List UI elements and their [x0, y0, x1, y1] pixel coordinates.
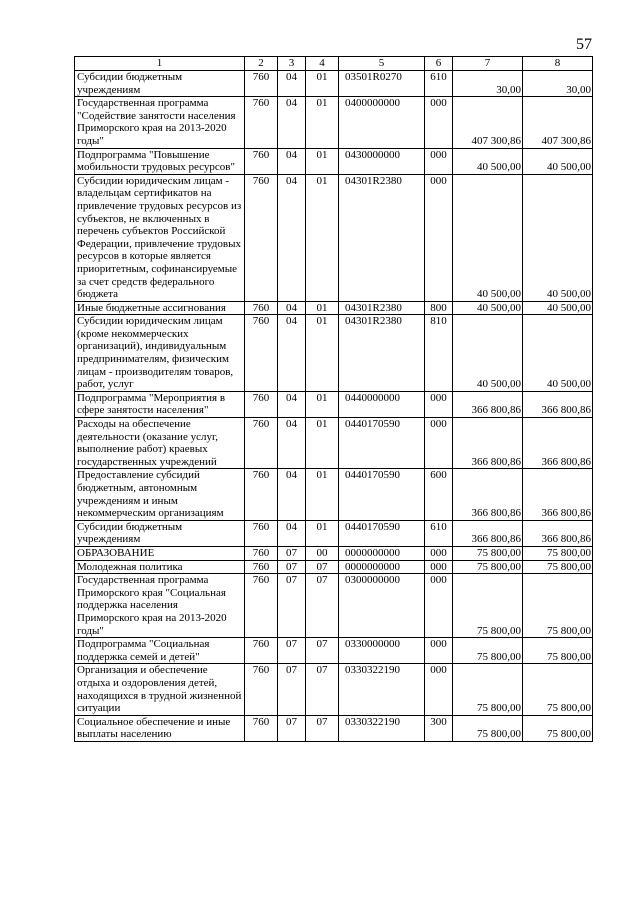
section-cell: 04: [278, 418, 306, 469]
amount-col7-cell: 407 300,86: [453, 97, 523, 148]
expense-type-cell: 000: [425, 97, 453, 148]
table-row: [75, 97, 593, 148]
subsection-cell: 07: [306, 560, 339, 574]
section-cell: 07: [278, 715, 306, 741]
section-cell: 07: [278, 574, 306, 638]
section-cell: 04: [278, 315, 306, 392]
admin-code-cell: 760: [245, 469, 278, 520]
row-name-cell: Организация и обеспечение отдыха и оздоровления детей, находящихся в трудной жизненной ситуации: [75, 664, 245, 715]
expense-type-cell: 000: [425, 391, 453, 417]
target-article-cell: 0440170590: [339, 520, 425, 546]
amount-col8-cell: 75 800,00: [523, 638, 593, 664]
expense-type-cell: 000: [425, 560, 453, 574]
amount-col7-cell: 40 500,00: [453, 174, 523, 301]
expense-type-cell: 610: [425, 71, 453, 97]
amount-col8-cell: 40 500,00: [523, 301, 593, 315]
expense-type-cell: 000: [425, 174, 453, 301]
expense-type-cell: 000: [425, 148, 453, 174]
expense-type-cell: 000: [425, 574, 453, 638]
amount-col8-cell: 75 800,00: [523, 560, 593, 574]
row-name-cell: Расходы на обеспечение деятельности (оказание услуг, выполнение работ) краевых государственных учреждений: [75, 418, 245, 469]
amount-col7-cell: 40 500,00: [453, 301, 523, 315]
admin-code-cell: 760: [245, 574, 278, 638]
target-article-cell: 0330322190: [339, 664, 425, 715]
table-row: [75, 174, 593, 301]
column-header: 5: [339, 57, 425, 71]
expense-type-cell: 000: [425, 546, 453, 560]
target-article-cell: 0330000000: [339, 638, 425, 664]
target-article-cell: 04301R2380: [339, 315, 425, 392]
table-row: [75, 469, 593, 520]
admin-code-cell: 760: [245, 391, 278, 417]
table-row: [75, 520, 593, 546]
subsection-cell: 07: [306, 574, 339, 638]
subsection-cell: 07: [306, 664, 339, 715]
expense-type-cell: 300: [425, 715, 453, 741]
section-cell: 04: [278, 71, 306, 97]
table-row: [75, 638, 593, 664]
section-cell: 04: [278, 148, 306, 174]
row-name-cell: Социальное обеспечение и иные выплаты населению: [75, 715, 245, 741]
row-name-cell: ОБРАЗОВАНИЕ: [75, 546, 245, 560]
amount-col8-cell: 75 800,00: [523, 546, 593, 560]
row-name-cell: Субсидии бюджетным учреждениям: [75, 71, 245, 97]
table-row: [75, 148, 593, 174]
row-name-cell: Подпрограмма "Мероприятия в сфере занятости населения": [75, 391, 245, 417]
amount-col8-cell: 40 500,00: [523, 174, 593, 301]
amount-col8-cell: 75 800,00: [523, 715, 593, 741]
admin-code-cell: 760: [245, 97, 278, 148]
row-name-cell: Подпрограмма "Социальная поддержка семей и детей": [75, 638, 245, 664]
section-cell: 04: [278, 520, 306, 546]
admin-code-cell: 760: [245, 560, 278, 574]
admin-code-cell: 760: [245, 520, 278, 546]
amount-col8-cell: 75 800,00: [523, 574, 593, 638]
amount-col8-cell: 75 800,00: [523, 664, 593, 715]
table-row: [75, 391, 593, 417]
column-header: 1: [75, 57, 245, 71]
amount-col7-cell: 75 800,00: [453, 664, 523, 715]
table-row: [75, 546, 593, 560]
amount-col8-cell: 366 800,86: [523, 391, 593, 417]
subsection-cell: 07: [306, 638, 339, 664]
subsection-cell: 01: [306, 174, 339, 301]
subsection-cell: 01: [306, 315, 339, 392]
expense-type-cell: 610: [425, 520, 453, 546]
amount-col7-cell: 75 800,00: [453, 715, 523, 741]
row-name-cell: Субсидии бюджетным учреждениям: [75, 520, 245, 546]
section-cell: 04: [278, 97, 306, 148]
amount-col7-cell: 75 800,00: [453, 574, 523, 638]
table-row: [75, 301, 593, 315]
section-cell: 04: [278, 391, 306, 417]
table-row: [75, 574, 593, 638]
amount-col7-cell: 366 800,86: [453, 418, 523, 469]
subsection-cell: 01: [306, 301, 339, 315]
expense-type-cell: 600: [425, 469, 453, 520]
column-header: 7: [453, 57, 523, 71]
amount-col8-cell: 366 800,86: [523, 469, 593, 520]
section-cell: 04: [278, 301, 306, 315]
table-row: [75, 71, 593, 97]
table-row: [75, 560, 593, 574]
row-name-cell: Предоставление субсидий бюджетным, автономным учреждениям и иным некоммерческим организациям: [75, 469, 245, 520]
amount-col7-cell: 75 800,00: [453, 560, 523, 574]
subsection-cell: 01: [306, 148, 339, 174]
admin-code-cell: 760: [245, 664, 278, 715]
target-article-cell: 0440170590: [339, 469, 425, 520]
amount-col8-cell: 30,00: [523, 71, 593, 97]
admin-code-cell: 760: [245, 418, 278, 469]
table-row: [75, 418, 593, 469]
admin-code-cell: 760: [245, 301, 278, 315]
amount-col8-cell: 366 800,86: [523, 520, 593, 546]
target-article-cell: 0300000000: [339, 574, 425, 638]
table-row: [75, 664, 593, 715]
admin-code-cell: 760: [245, 148, 278, 174]
budget-table: [74, 56, 593, 742]
amount-col7-cell: 366 800,86: [453, 469, 523, 520]
target-article-cell: 0400000000: [339, 97, 425, 148]
section-cell: 04: [278, 469, 306, 520]
amount-col8-cell: 40 500,00: [523, 148, 593, 174]
subsection-cell: 01: [306, 391, 339, 417]
section-cell: 07: [278, 546, 306, 560]
column-header: 2: [245, 57, 278, 71]
amount-col7-cell: 30,00: [453, 71, 523, 97]
target-article-cell: 0000000000: [339, 546, 425, 560]
amount-col7-cell: 40 500,00: [453, 315, 523, 392]
admin-code-cell: 760: [245, 315, 278, 392]
target-article-cell: 0330322190: [339, 715, 425, 741]
target-article-cell: 04301R2380: [339, 301, 425, 315]
subsection-cell: 01: [306, 97, 339, 148]
table-header-row: [75, 57, 593, 71]
admin-code-cell: 760: [245, 71, 278, 97]
row-name-cell: Государственная программа "Содействие занятости населения Приморского края на 2013-2020 годы": [75, 97, 245, 148]
expense-type-cell: 000: [425, 664, 453, 715]
amount-col7-cell: 366 800,86: [453, 391, 523, 417]
target-article-cell: 0000000000: [339, 560, 425, 574]
expense-type-cell: 000: [425, 418, 453, 469]
admin-code-cell: 760: [245, 546, 278, 560]
column-header: 6: [425, 57, 453, 71]
amount-col8-cell: 407 300,86: [523, 97, 593, 148]
section-cell: 07: [278, 664, 306, 715]
section-cell: 07: [278, 560, 306, 574]
amount-col7-cell: 366 800,86: [453, 520, 523, 546]
page-number: 57: [576, 36, 592, 53]
subsection-cell: 01: [306, 520, 339, 546]
column-header: 4: [306, 57, 339, 71]
row-name-cell: Субсидии юридическим лицам - владельцам сертификатов на привлечение трудовых ресурсов из субъектов, не включенных в перечень субъектов Российской Федерации, привлечение трудовых ресурсов в которые является приоритетным, софинансируемые за счет средств федерального бюджета: [75, 174, 245, 301]
subsection-cell: 01: [306, 71, 339, 97]
row-name-cell: Подпрограмма "Повышение мобильности трудовых ресурсов": [75, 148, 245, 174]
row-name-cell: Молодежная политика: [75, 560, 245, 574]
subsection-cell: 01: [306, 418, 339, 469]
table-row: [75, 715, 593, 741]
table-row: [75, 315, 593, 392]
column-header: 8: [523, 57, 593, 71]
column-header: 3: [278, 57, 306, 71]
subsection-cell: 07: [306, 715, 339, 741]
expense-type-cell: 800: [425, 301, 453, 315]
section-cell: 07: [278, 638, 306, 664]
row-name-cell: Субсидии юридическим лицам (кроме некоммерческих организаций), индивидуальным предпринимателям, физическим лицам - производителям товаров, работ, услуг: [75, 315, 245, 392]
amount-col8-cell: 366 800,86: [523, 418, 593, 469]
target-article-cell: 0440000000: [339, 391, 425, 417]
subsection-cell: 00: [306, 546, 339, 560]
amount-col7-cell: 75 800,00: [453, 546, 523, 560]
admin-code-cell: 760: [245, 715, 278, 741]
admin-code-cell: 760: [245, 638, 278, 664]
expense-type-cell: 810: [425, 315, 453, 392]
amount-col7-cell: 40 500,00: [453, 148, 523, 174]
target-article-cell: 0430000000: [339, 148, 425, 174]
amount-col7-cell: 75 800,00: [453, 638, 523, 664]
row-name-cell: Иные бюджетные ассигнования: [75, 301, 245, 315]
expense-type-cell: 000: [425, 638, 453, 664]
amount-col8-cell: 40 500,00: [523, 315, 593, 392]
target-article-cell: 0440170590: [339, 418, 425, 469]
admin-code-cell: 760: [245, 174, 278, 301]
row-name-cell: Государственная программа Приморского края "Социальная поддержка населения Приморского края на 2013-2020 годы": [75, 574, 245, 638]
subsection-cell: 01: [306, 469, 339, 520]
target-article-cell: 03501R0270: [339, 71, 425, 97]
target-article-cell: 04301R2380: [339, 174, 425, 301]
section-cell: 04: [278, 174, 306, 301]
